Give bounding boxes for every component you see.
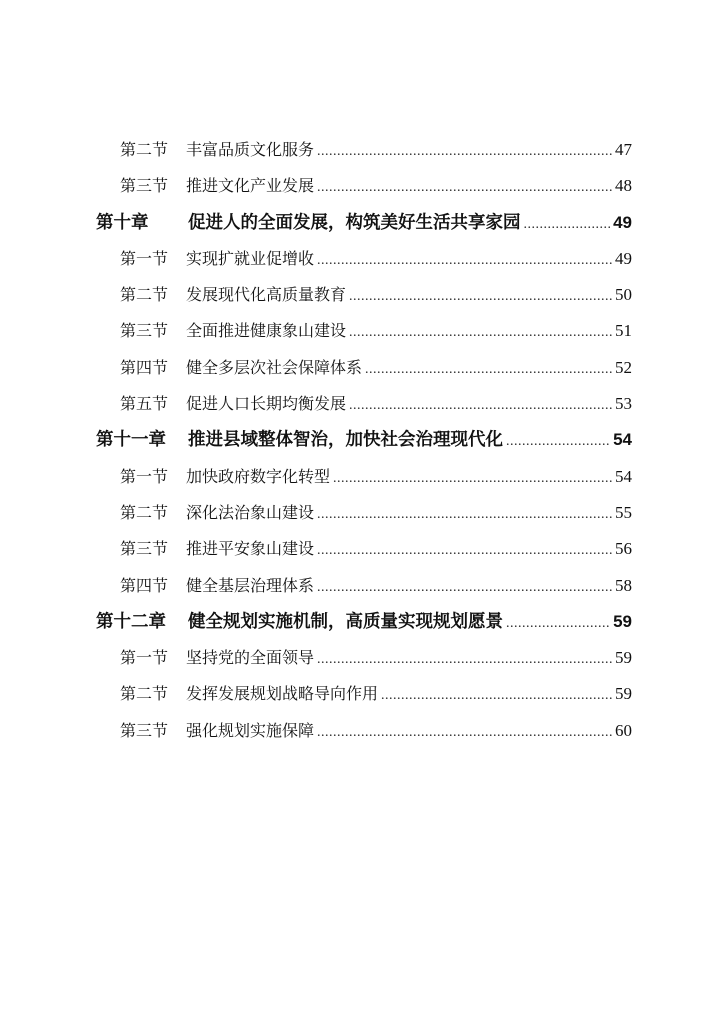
dot-leader — [349, 315, 612, 351]
toc-entry-section[interactable] — [120, 132, 632, 168]
toc-entry-page-number: 51 — [615, 321, 632, 341]
toc-entry-section[interactable] — [120, 459, 632, 495]
toc-entry-title: 推进文化产业发展 — [186, 176, 315, 196]
toc-entry-title: 推进平安象山建设 — [186, 539, 315, 559]
toc-entry-page-number: 59 — [615, 684, 632, 704]
toc-entry-page-number: 49 — [613, 212, 632, 232]
dot-leader — [317, 134, 612, 170]
dot-leader — [317, 170, 612, 206]
dot-leader — [349, 279, 612, 315]
dot-leader — [524, 207, 611, 243]
toc-entry-number: 第二节 — [120, 684, 169, 704]
toc-entry-title: 健全基层治理体系 — [186, 575, 315, 595]
toc-entry-section[interactable] — [120, 241, 632, 277]
toc-entry-title: 加快政府数字化转型 — [186, 466, 331, 486]
toc-entry-section[interactable] — [120, 640, 632, 676]
toc-entry-page-number: 53 — [615, 394, 632, 414]
toc-entry-number: 第二节 — [120, 285, 169, 305]
toc-entry-number: 第十二章 — [96, 611, 166, 632]
toc-entry-title: 推进县域整体智治，加快社会治理现代化 — [188, 430, 503, 451]
toc-entry-number: 第一节 — [120, 648, 169, 668]
toc-entry-page-number: 54 — [615, 466, 632, 486]
toc-entry-section[interactable] — [120, 531, 632, 567]
toc-entry-page-number: 56 — [615, 539, 632, 559]
toc-entry-title: 实现扩就业促增收 — [186, 248, 315, 268]
dot-leader — [317, 533, 612, 569]
toc-entry-title: 全面推进健康象山建设 — [186, 321, 347, 341]
dot-leader — [317, 497, 612, 533]
toc-entry-title: 促进人的全面发展，构筑美好生活共享家园 — [188, 212, 521, 233]
toc-entry-section[interactable] — [120, 386, 632, 422]
dot-leader — [317, 715, 612, 751]
toc-entry-page-number: 58 — [615, 575, 632, 595]
toc-entry-page-number: 52 — [615, 357, 632, 377]
toc-entry-page-number: 48 — [615, 176, 632, 196]
toc-entry-number: 第二节 — [120, 502, 169, 522]
toc-entry-title: 促进人口长期均衡发展 — [186, 394, 347, 414]
toc-entry-title: 发挥发展规划战略导向作用 — [186, 684, 379, 704]
toc-entry-number: 第四节 — [120, 575, 169, 595]
dot-leader — [317, 642, 612, 678]
toc-entry-section[interactable] — [120, 568, 632, 604]
toc-entry-title: 健全规划实施机制，高质量实现规划愿景 — [188, 611, 503, 632]
toc-entry-page-number: 59 — [613, 611, 632, 631]
toc-entry-number: 第三节 — [120, 176, 169, 196]
toc-entry-number: 第二节 — [120, 140, 169, 159]
toc-entry-number: 第五节 — [120, 394, 169, 414]
dot-leader — [317, 570, 612, 606]
toc-entry-number: 第一节 — [120, 248, 169, 268]
toc-entry-page-number: 59 — [615, 648, 632, 668]
toc-entry-title: 健全多层次社会保障体系 — [186, 357, 363, 377]
toc-entry-chapter[interactable] — [96, 604, 632, 640]
toc-entry-section[interactable] — [120, 676, 632, 712]
toc-entry-page-number: 50 — [615, 285, 632, 305]
dot-leader — [381, 678, 612, 714]
toc-entry-number: 第四节 — [120, 357, 169, 377]
toc-entry-number: 第十一章 — [96, 430, 166, 451]
dot-leader — [506, 606, 610, 642]
toc-entry-number: 第三节 — [120, 321, 169, 341]
toc-entry-section[interactable] — [120, 277, 632, 313]
toc-entry-section[interactable] — [120, 313, 632, 349]
toc-entry-number: 第三节 — [120, 539, 169, 559]
toc-entry-page-number: 55 — [615, 502, 632, 522]
toc-entry-title: 强化规划实施保障 — [186, 720, 315, 740]
toc-entry-number: 第一节 — [120, 466, 169, 486]
toc-entry-title: 丰富品质文化服务 — [186, 140, 315, 159]
toc-entry-section[interactable] — [120, 713, 632, 749]
toc-entry-chapter[interactable] — [96, 205, 632, 241]
toc-entry-number: 第三节 — [120, 720, 169, 740]
toc-entry-page-number: 49 — [615, 248, 632, 268]
dot-leader — [349, 388, 612, 424]
dot-leader — [365, 352, 612, 388]
table-of-contents — [0, 132, 724, 749]
toc-entry-chapter[interactable] — [96, 422, 632, 458]
toc-entry-section[interactable] — [120, 168, 632, 204]
toc-entry-title: 坚持党的全面领导 — [186, 648, 315, 668]
toc-entry-number: 第十章 — [96, 212, 149, 233]
toc-entry-page-number: 60 — [615, 720, 632, 740]
toc-entry-page-number: 54 — [613, 430, 632, 450]
toc-entry-title: 深化法治象山建设 — [186, 502, 315, 522]
toc-entry-title: 发展现代化高质量教育 — [186, 285, 347, 305]
dot-leader — [333, 461, 612, 497]
toc-entry-section[interactable] — [120, 350, 632, 386]
dot-leader — [506, 424, 610, 460]
toc-entry-section[interactable] — [120, 495, 632, 531]
dot-leader — [317, 243, 612, 279]
toc-entry-page-number: 47 — [615, 140, 632, 159]
